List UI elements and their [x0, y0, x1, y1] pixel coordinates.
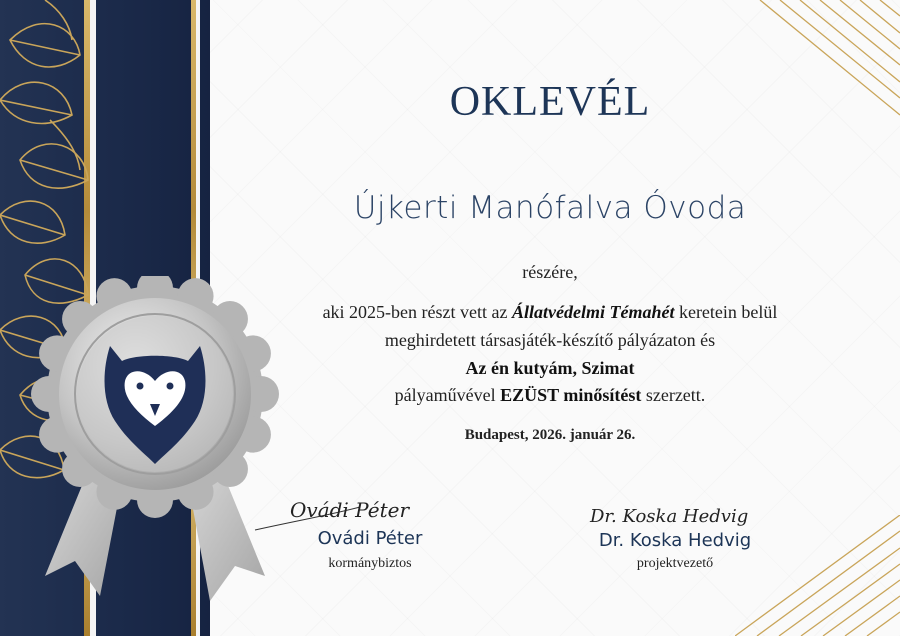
body-line-2: meghirdetett társasjáték-készítő pályázaton és [384, 330, 716, 350]
place-date: Budapest, 2026. január 26. [464, 427, 636, 443]
signer-1-name: Ovádi Péter [317, 528, 423, 549]
award-level: EZÜST minősítést [500, 385, 642, 405]
body-line-4 [230, 385, 870, 406]
body-text: keretein belül [674, 302, 778, 322]
body-text: aki 2025-ben részt vett az [322, 302, 512, 322]
theme-week-name: Állatvédelmi Témahét [511, 302, 675, 322]
signature-2-script: Dr. Koska Hedvig [590, 506, 749, 527]
signer-2-name: Dr. Koska Hedvig [598, 530, 752, 551]
body-line-3 [230, 358, 870, 379]
for-text: részére, [522, 262, 578, 282]
body-text: pályaművével [394, 385, 501, 405]
silver-medal-rosette [30, 276, 280, 606]
work-title: Az én kutyám, Szimat [465, 358, 635, 378]
signer-1-role: kormánybiztos [328, 556, 412, 571]
body-text: szerzett. [641, 385, 706, 405]
body-line-1 [230, 302, 870, 323]
certificate-title: OKLEVÉL [449, 79, 651, 125]
recipient-name: Újkerti Manófalva Óvoda [353, 190, 747, 226]
signer-2-role: projektvezető [636, 556, 714, 571]
signature-1-script: Ovádi Péter [290, 498, 410, 522]
